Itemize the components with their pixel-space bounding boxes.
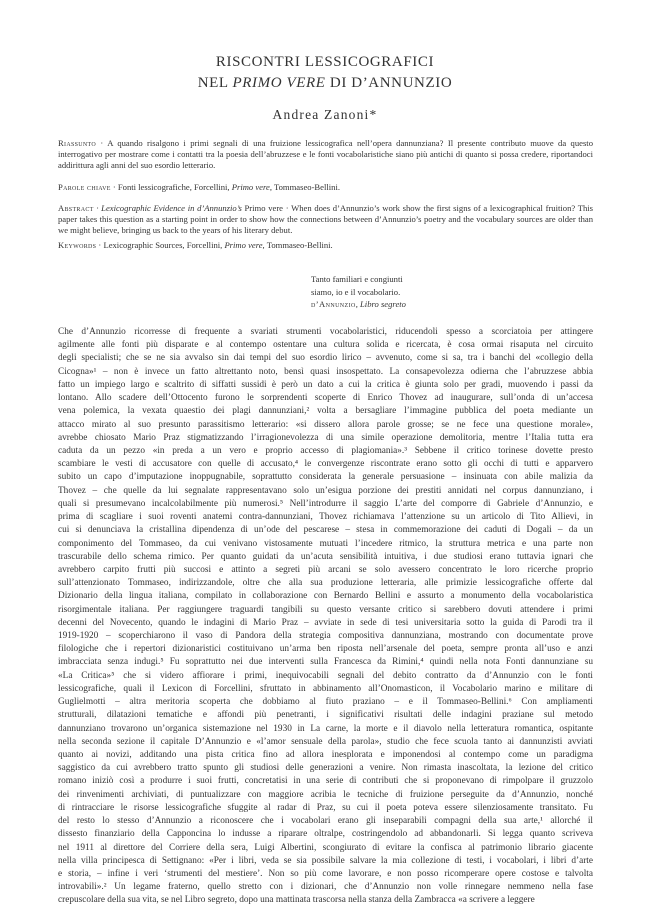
body-line: Guglielmotti – altra meritoria scoperta che dobbiamo al fiuto praziano – e il Tommaseo-Bellini.⁶ Con ampliamenti: [58, 697, 593, 708]
body-line: agilmente alle fonti più disparate e al contempo ostentare una cultura solida e ricercata, è cosa ormai risaputa nel circuito: [58, 340, 593, 351]
body-line: dei rinvenimenti archiviati, di puntualizzare con maggiore acribia le tecniche di fruizione perseguite da d’Annunzio, nonché: [58, 789, 593, 800]
body-line: Thovez – che quelle da lui segnalate rappresentavano solo un’esigua porzione dei prestiti annidati nel corpus dannunziano, i: [58, 485, 593, 496]
body-line: nel 1911 al direttore del Corriere della sera, Luigi Albertini, scongiurato di evitare la confisca al patrimonio librario giacente: [58, 842, 593, 853]
keywords-text: · Lexicographic Sources, Forcellini,: [96, 240, 225, 250]
body-line: nella seconda sezione il capitale D’Annunzio e «l’amor sensuale della parola», studio che fece scuola tanto ai dannunzisti avviati: [58, 736, 593, 747]
keywords-label: Keywords: [58, 240, 97, 250]
body-line: quali si presumevano incalcolabilmente più numerosi.⁵ Nell’introdurre il saggio L’arte del comporre di Gabriele d’Annunzio, e: [58, 498, 593, 509]
body-line: fatto un impiego largo e scaltrito di siffatti sussidi è però un dato a cui la critica è giunta solo per gradi, muovendo i passi da: [58, 379, 593, 390]
paper-title-line-1: [0, 54, 650, 71]
abstract-paragraph: [58, 203, 593, 236]
body-line: romano iniziò così a produrre i suoi frutti, concretatisi in una serie di contributi che si proponevano di rimpolpare il gruzzolo: [58, 776, 593, 787]
epigraph-source-work: Libro segreto: [360, 299, 406, 309]
parole-chiave-text: · Fonti lessicografiche, Forcellini,: [110, 182, 232, 192]
body-line: del resto lo stesso d’Annunzio a riconoscere che i vocabolari erano gli inseparabili compagni della sua arte,¹ allorché il: [58, 816, 593, 827]
body-line: decenni del Novecento, quando le indagini di Mario Praz – avviate in sede di tesi universitaria sotto la guida di Parodi tra il: [58, 617, 593, 628]
title-line-2-post: DI D’ANNUNZIO: [325, 75, 453, 91]
parole-chiave-tail: , Tommaseo-Bellini.: [269, 182, 340, 192]
body-line: quanto ai novizi, additando una pista critica fino ad allora inesplorata e imponendosi al contempo come un paradigma: [58, 750, 593, 760]
epigraph: [311, 273, 491, 311]
paper-author: Andrea Zanoni*: [272, 107, 378, 122]
body-line: attacco mirato al suo presunto parassitismo letterario: «si dissero allora parole grosse; se ne fece una questione morale»,: [58, 419, 593, 430]
body-line: avrebbe chiosato Mario Praz stigmatizzando l’irragionevolezza di una simile operazione demolitoria, mentre l’Italia tutta era: [58, 432, 593, 443]
body-line: lontano. Allo scadere dell’Ottocento furono le sorprendenti scoperte di Enrico Thovez ad inaugurare, sull’onda di un’accesa: [58, 393, 593, 404]
epigraph-source: d’Annunzio, Libro segreto: [311, 299, 406, 309]
paper-title-line-2: [0, 75, 650, 92]
body-line: strutturali, dilatazioni tematiche e affondi più penetranti, i significativi risultati delle indagini praziane sul metodo: [58, 710, 593, 721]
keywords-tail: , Tommaseo-Bellini.: [262, 240, 333, 250]
body-line: dannunziano trovarono un’organica sistemazione nel 1930 in La carne, la morte e il diavolo nella letteratura romantica, ospitante: [58, 723, 593, 734]
body-line: Cicogna»¹ – non è invece un fatto altrettanto noto, bensì quasi insospettato. La consapevolezza odierna che l’abruzzese abbia: [58, 366, 593, 377]
body-line: filologiche che i repertori dizionaristici costituivano un’arma ben riposta nell’arsenale del poeta, sempre pronta all’uso e anzi: [58, 644, 593, 655]
body-line: 1919-1920 – scoperchiarono il vaso di Pandora della strategia compositiva dannunziana, mostrando con documentate prove: [58, 631, 593, 642]
body-line: saggistico da cui avrebbero tratto spunto gli studiosi delle generazioni a venire. Non rimasta inascoltata, la lezione del critico: [58, 763, 593, 774]
keywords-paragraph: [58, 240, 593, 251]
body-line: vena polemica, la vexata quaestio dei plagi dannunziani,² volta a bersagliare l’immagine pubblica del poeta mediante un: [58, 406, 593, 417]
epigraph-line-2: siamo, io e il vocabolario.: [311, 286, 401, 297]
body-line: sull’attenzionato Tommaseo, indirizzandole, oltre che alla sua produzione letteraria, alle primizie lessicografiche offerte dal: [58, 578, 593, 589]
body-line: trascurabile dello schema rimico. Per quanto guidati da un’acuta sensibilità intuitiva, i due studiosi erano tuttavia ignari che: [58, 551, 593, 562]
epigraph-line-1: Tanto familiari e congiunti: [311, 274, 403, 284]
body-line: Dizionario della lingua italiana, compilato in collaborazione con Bernardo Bellini e assurto a monumento della vocabolaristica: [58, 591, 593, 602]
body-text: [58, 326, 593, 908]
body-line: e storia, – infine i veri ‘strumenti del mestiere’. Non so più come lavorare, e non posso ricomperare opere costose e talvolta: [58, 868, 593, 879]
body-line: introvabili».² Un legame fraterno, quello stretto con i dizionari, che d’Annunzio non volle rinnegare nemmeno nella fase: [58, 882, 593, 893]
parole-chiave-paragraph: [58, 182, 593, 193]
body-line: prima di scagliare i suoi roventi anatemi contra-dannunziani, Thovez richiamava l’attenzione su un articolo di Tito Allievi, in: [58, 512, 593, 523]
riassunto-text: · A quando risalgono i primi segnali di una fruizione lessicografica nell’opera dannunziana? Il presente contributo muove da questo interrogativo per mostrare come i contatti tra la poesia dell’abruzzese e le fonti vocabolaristiche siano più antichi di quanto si possa credere, riportandoci addirittura agli anni del suo esordio letterario.: [58, 138, 593, 170]
riassunto-label: Riassunto: [58, 138, 96, 148]
body-line: degli specialisti; che se ne sia avvalso sin dai tempi del suo esordio lirico – avvenuto, come si sa, tra i banchi del «collegio della: [58, 353, 593, 364]
abstract-text: · When does d’Annunzio’s work show the first signs of a lexicographical fruition? This paper takes this question as a starting point in order to show how the connections between d’Annunzio’s poetry and the vocabulary sources are older than we might believe, bringing us back to the years of his literary debut.: [58, 203, 593, 235]
keywords-italic: Primo vere: [224, 240, 263, 250]
riassunto-paragraph: [58, 138, 593, 171]
title-line-2-italic: PRIMO VERE: [232, 75, 326, 91]
epigraph-source-author: d’Annunzio: [311, 299, 356, 309]
body-line: dissesto finanziario della Capponcina lo indusse a riparare oltralpe, costringendolo ad abbandonarli. Si legga quanto scriveva: [58, 829, 593, 840]
title-line-1-text: RISCONTRI LESSICOGRAFICI: [215, 54, 435, 70]
abstract-title-tail: Primo vere: [244, 203, 283, 213]
body-line: di rintracciare le risorse lessicografiche sfuggite al radar di Praz, su cui il poeta poteva essere silenziosamente transitato. Fu: [58, 802, 593, 813]
body-line: crepuscolare della sua vita, se nel Libro segreto, dopo una mattinata trascorsa nella stanza della Zambracca «a scrivere a leggere: [58, 895, 535, 906]
body-line: risorgimentale italiana. Per raggiungere traguardi tangibili su questo versante critico si sarebbero dovuti attendere i primi: [58, 604, 593, 615]
body-line: nella villa principesca di Settignano: «Per i libri, veda se sia possibile salvare la mia collezione di testi, i vocabolari, i libri d’arte: [58, 855, 593, 866]
body-line: cui si denunciava la cristallina dipendenza di un’ode del pescarese – stesa in commemorazione dei caduti di Dogali – da un: [58, 525, 593, 536]
body-line: Che d’Annunzio ricorresse di frequente a svariati strumenti vocabolaristici, riducendoli spesso a scorciatoia per attingere: [58, 327, 593, 337]
body-line: «La Critica»⁵ che si videro affiorare i primi, inequivocabili segnali del debito contratto da d’Annunzio con le fonti: [58, 670, 593, 681]
title-line-2-pre: NEL: [197, 75, 233, 91]
body-line: avrebbero carpito frutti più succosi e attinto a segreti più arcani se solo avessero concentrato le loro ricerche proprio: [58, 564, 593, 575]
body-line: lessicografiche, quali il Lexicon di Forcellini, sfruttato in abbinamento all’Onomasticon, il Vocabolario marino e militare di: [58, 683, 593, 694]
abstract-label: Abstract: [58, 203, 94, 213]
body-line: scambiare le vesti di accusatore con quelle di accusato,⁴ le convergenze riscontrate erano sotto gli occhi di tutti e apparvero: [58, 459, 593, 470]
body-line: caduta da un pezzo «in preda a un vero e proprio accesso di plagiomania».³ Sebbene il critico torinese dovette presto: [58, 445, 593, 456]
body-line: imbracciata senza indugi.⁵ Fu soprattutto nei due interventi sulla Francesca da Rimini,⁴ quindi nella nota Fonti dannunziane su: [58, 657, 593, 668]
body-line: subito un capo d’imputazione inoppugnabile, soprattutto considerata la generale persuasione – insinuata con abile malizia da: [58, 472, 593, 483]
body-line: componimento del Tommaseo, da cui venivano vistosamente mutuati l’incedere ritmico, la struttura metrica e una parte non: [58, 538, 593, 549]
parole-chiave-italic: Primo vere: [231, 182, 270, 192]
abstract-title-italic: · Lexicographic Evidence in d’Annunzio’s: [93, 203, 245, 213]
parole-chiave-label: Parole chiave: [58, 182, 111, 192]
